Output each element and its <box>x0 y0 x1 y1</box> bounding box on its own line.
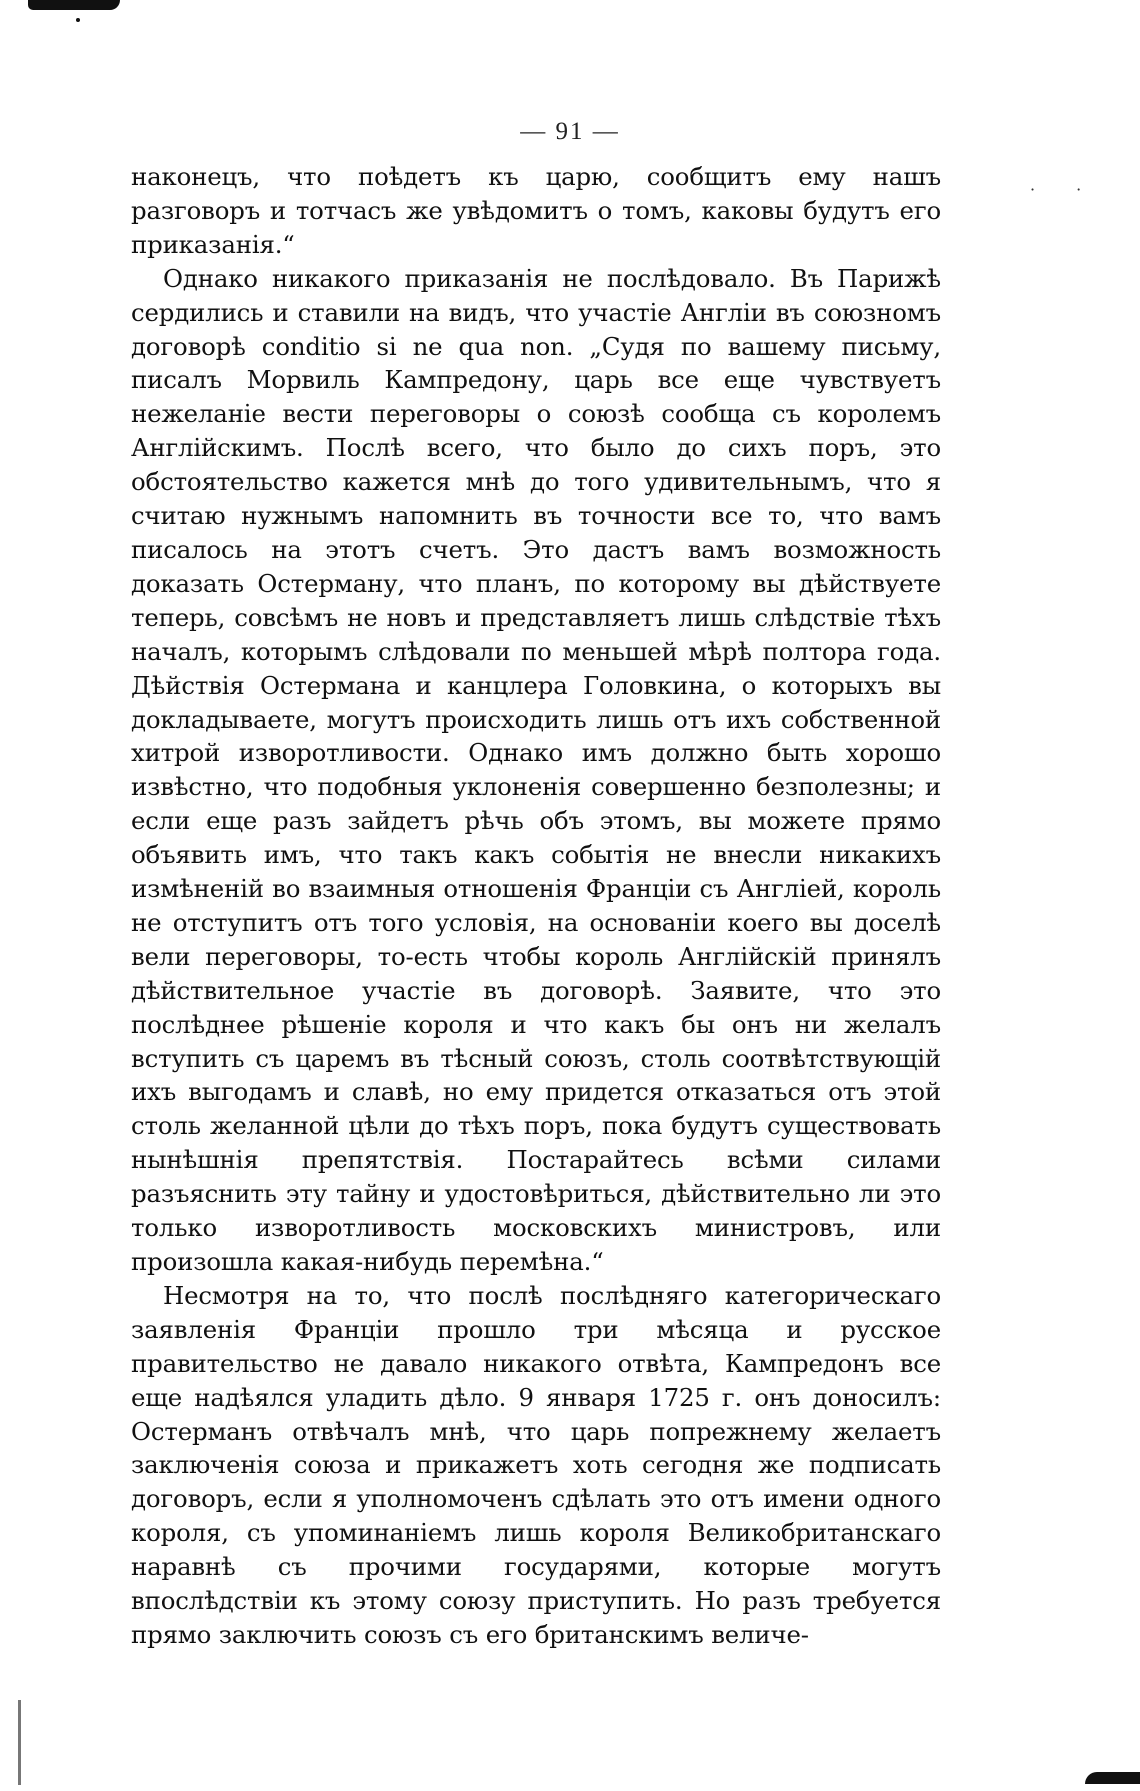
body-text <box>131 160 941 1652</box>
paragraph-letter-quote: Однако никакого приказанія не послѣдовало. Въ Парижѣ сердились и ставили на видъ, что участіе Англіи въ союзномъ договорѣ conditio si ne qua non. „Судя по вашему письму, писалъ Морвиль Кампредону, царь все еще чувствуетъ нежеланіе вести переговоры о союзѣ сообща съ королемъ Англійскимъ. Послѣ всего, что было до сихъ поръ, это обстоятельство кажется мнѣ до того удивительнымъ, что я считаю нужнымъ напомнить въ точности все то, что вамъ писалось на этотъ счетъ. Это дастъ вамъ возможность доказать Остерману, что планъ, по которому вы дѣйствуете теперь, совсѣмъ не новъ и представляетъ лишь слѣдствіе тѣхъ началъ, которымъ слѣдовали по меньшей мѣрѣ полтора года. Дѣйствія Остермана и канцлера Головкина, о которыхъ вы докладываете, могутъ происходить лишь отъ ихъ собственной хитрой изворотливости. Однако имъ должно быть хорошо извѣстно, что подобныя уклоненія совершенно безполезны; и если еще разъ зайдетъ рѣчь объ этомъ, вы можете прямо объявить имъ, что такъ какъ событія не внесли никакихъ измѣненій во взаимныя отношенія Франціи съ Англіей, король не отступитъ отъ того условія, на основаніи коего вы доселѣ вели переговоры, то-есть чтобы король Англійскій принялъ дѣйствительное участіе въ договорѣ. Заявите, что это послѣднее рѣшеніе короля и что какъ бы онъ ни желалъ вступить съ царемъ въ тѣсный союзъ, столь соотвѣтствующій ихъ выгодамъ и славѣ, но ему придется отказаться отъ этой столь желанной цѣли до тѣхъ поръ, пока будутъ существовать нынѣшнія препятствія. Постарайтесь всѣми силами разъяснить эту тайну и удостовѣриться, дѣйствительно ли это только изворотливость московскихъ министровъ, или произошла какая-нибудь перемѣна.“ <box>131 263 941 1276</box>
ink-blot-top-left <box>28 0 120 10</box>
ink-dot-top <box>76 18 80 22</box>
ink-blot-bottom-right <box>1085 1772 1140 1784</box>
paragraph-continuation: наконецъ, что поѣдетъ къ царю, сообщитъ ему нашъ разговоръ и тотчасъ же увѣдомитъ о томъ, каковы будутъ его приказанія.“ <box>131 162 941 259</box>
scan-edge-bottom-left <box>18 1700 21 1785</box>
paragraph-campredon-report: Несмотря на то, что послѣ послѣдняго категорическаго заявленія Франціи прошло три мѣсяца и русское правительство не давало никакого отвѣта, Кампредонъ все еще надѣялся уладить дѣло. 9 января 1725 г. онъ доносилъ: Остерманъ отвѣчалъ мнѣ, что царь попрежнему желаетъ заключенія союза и прикажетъ хоть сегодня же подписать договоръ, если я уполномоченъ сдѣлать это отъ имени одного короля, съ упоминаніемъ лишь короля Великобританскаго наравнѣ съ прочими государями, которые могутъ впослѣдствіи къ этому союзу приступить. Но разъ требуется прямо заключить союзъ съ его британскимъ величе- <box>131 1280 941 1649</box>
page-number: — 91 — <box>520 118 620 145</box>
margin-dots-right: · · <box>1030 180 1100 199</box>
